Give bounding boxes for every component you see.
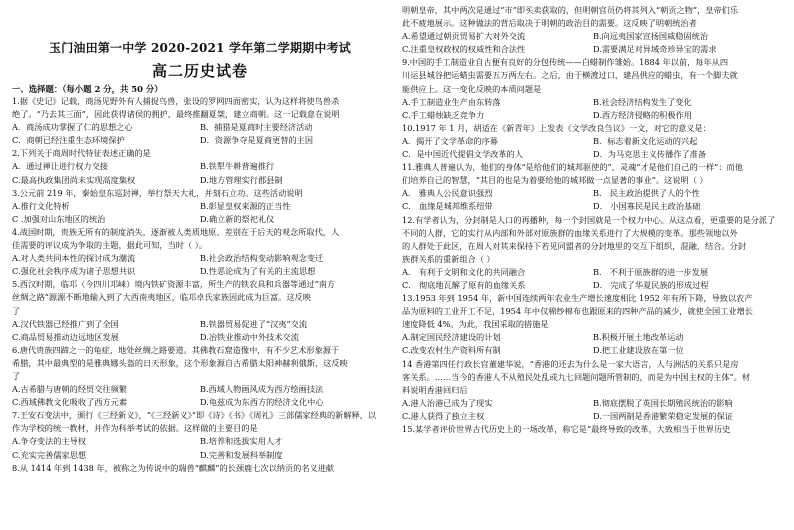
answer-option: B.西域人物画风成为西方绘画技法 <box>200 384 324 395</box>
answer-option: D.需要满足对异域奇珍异宝的需求 <box>593 44 717 55</box>
answer-option: D.完善和发展科举制度 <box>200 449 283 460</box>
answer-options-row <box>402 109 784 122</box>
answer-option: D.西方经济侵略的积极作用 <box>593 109 692 120</box>
answer-options-row <box>12 435 388 448</box>
answer-options-row <box>12 213 388 226</box>
answer-option: A.争夺变法的主导权 <box>12 436 87 447</box>
answer-option: C.最高执政集团尚未实现高度集权 <box>12 174 136 185</box>
answer-option: C .加强对山东地区的统治 <box>12 213 106 224</box>
question-stem: 12.有学者认为，分封制是人口的再播种，每一个封国就是一个权力中心。从这点看，更重要的是分派了 <box>402 214 776 225</box>
answer-option: A.对人类共同本性的探讨成为潮流 <box>12 253 136 264</box>
answer-option: B.社会政治结构变动影响观念变迁 <box>200 253 324 264</box>
answer-option: B． 民主政治提供了人的个性 <box>593 188 700 199</box>
question-stem: 13.1953 年到 1954 年，新中国连续两年农业生产增长速度相比 1952 年有所下降，导致以农产 <box>402 293 753 304</box>
answer-options-row <box>12 200 388 213</box>
answer-option: C.改变农村生产资料所有制 <box>402 345 501 356</box>
answer-option: D.确立新的祭祀礼仪 <box>200 213 275 224</box>
answer-options-row <box>12 160 388 173</box>
answer-option: C． 血缘是城邦维系纽带 <box>402 201 493 212</box>
answer-option: B.积极开展土地改革运动 <box>593 332 684 343</box>
question-text-line: 了 <box>12 370 21 381</box>
question-stem: 6.唐代贵族四蹄之一的龟症，地处丝绸之路要道。其佛教石窟造像中，有不少艺术形象源于 <box>12 344 340 355</box>
question-stem: 15.某学者评价世界古代历史上的一场改革，称它是“最终导致的改革，大致相当于世界历史 <box>402 424 731 434</box>
answer-option: A． 有利于文明和文化的共同融合 <box>402 266 526 277</box>
answer-options-row <box>12 383 388 396</box>
answer-options-row <box>402 135 784 148</box>
answer-options-row <box>12 318 388 331</box>
answer-options-row <box>12 449 388 462</box>
answer-option: D.龟兹成为东西方的经济文化中心 <box>200 397 324 408</box>
answer-option: D．为马克思主义传播作了准备 <box>593 149 707 160</box>
answer-option: C.西域佛教文化吸收了西方元素 <box>12 397 128 408</box>
answer-option: C.手工蜡烛缺乏竞争力 <box>402 109 485 120</box>
question-text-line: 不同的人群，它的实行从内部和外部对原族群的血缘关系进行了大规模的变革。那些领地以外 <box>402 227 738 238</box>
answer-option: D.把工业建设放在第一位 <box>593 345 684 356</box>
answer-option: B． 不利于原族群的进一步发展 <box>593 266 709 277</box>
answer-options-row <box>402 266 784 279</box>
right-questions <box>402 4 784 436</box>
answer-option: B.社会经济结构发生了变化 <box>593 96 692 107</box>
answer-option: C.充实完善儒家思想 <box>12 449 87 460</box>
answer-option: C.注重皇权政权的权威性和合法性 <box>402 44 526 55</box>
answer-options-row <box>12 134 388 147</box>
answer-option: B.铁器贸易促进了“汉夷”交流 <box>200 318 308 329</box>
question-stem: 1.据《史记》记载，商汤见野外有人捕捉鸟兽，张设的罗网四面密实，认为这样将使鸟兽杀 <box>12 96 340 106</box>
answer-options-row <box>12 174 388 187</box>
answer-option: A.港人治港已成为了现实 <box>402 397 493 408</box>
question-text-line: 绝了。“乃去其三面”，因此获得诸侯的拥护，最终推翻夏桀，建立商朝。这一记载意在说明 <box>12 109 340 120</box>
question-text-line: 品为原料的工业开工不足，1954 年中仅棉纱棉布也跟原来的四种产品的减少，就使全国工业增长 <box>402 306 753 317</box>
answer-options-row <box>402 96 784 109</box>
left-column <box>12 4 388 530</box>
answer-option: B．标志着新文化运动的兴起 <box>593 135 698 146</box>
exam-title: 玉门油田第一中学 2020-2021 学年第二学期期中考试 <box>49 41 351 55</box>
answer-options-row <box>402 187 784 200</box>
question-stem: 7.王安石变法中，颁行《三经新义》，“《三经新义》”即《诗》《书》《周礼》三部儒家经典的新解释，以 <box>12 410 377 421</box>
question-text-line: 佳需要的评议成为争取的主题，据此可知，当时（ ）。 <box>12 240 208 251</box>
answer-options-row <box>402 30 784 43</box>
answer-options-row <box>402 43 784 56</box>
answer-options-row <box>12 121 388 134</box>
question-text-line: 作为学校的统一教材，并作为科举考试的依据。这样做的主要目的是 <box>12 423 258 434</box>
answer-option: A.制定国民经济建设的计划 <box>402 332 501 343</box>
answer-option: A.古希腊与唐朝的经贸交往频繁 <box>12 384 127 395</box>
answer-options-row <box>402 148 784 161</box>
answer-option: D.一国两制是香港繁荣稳定发展的保证 <box>593 410 733 421</box>
answer-option: A．商汤成功掌握了仁的思想之心 <box>12 122 133 133</box>
question-text-line: 希腊，其中最典型的是雅典娜头盔的日天形象，这个形象源自古希腊太阳神赫利俄斯，这反映 <box>12 357 348 368</box>
answer-option: B.铁犁牛耕普遍推行 <box>200 161 275 172</box>
answer-options-row <box>12 331 388 344</box>
question-stem: 11.雅典人普遍认为，他们的身体“是给他们的城邦驱使的”，灵魂“才是他们自己的一样”：而他 <box>402 162 743 173</box>
question-text-line: 客关系。……当今的香港人不从殖民处乱或九七回题问题所管制的，而是为中国主权的主体”。材 <box>402 371 751 382</box>
answer-option: D.冶铁业推动中外技术交流 <box>200 331 299 342</box>
answer-option: B.培养和选拔实用人才 <box>200 436 283 447</box>
answer-options-row <box>402 331 784 344</box>
right-column <box>402 4 784 530</box>
answer-option: A.推行文化特析 <box>12 200 70 211</box>
answer-option: A.手工制造业生产由东转落 <box>402 96 501 107</box>
answer-options-row <box>12 252 388 265</box>
question-text-line: 了 <box>12 305 21 316</box>
answer-option: D． 小国寡民是民主政治基础 <box>593 201 701 212</box>
answer-options-row <box>402 279 784 292</box>
answer-option: D．资源争夺是夏商更替的主因 <box>200 135 314 146</box>
left-questions <box>12 95 388 475</box>
answer-option: A.希望通过朝贡贸易扩大对外交流 <box>402 31 526 42</box>
question-stem: 8.从 1414 年到 1438 年，被称之为传说中的瑞兽“麒麟”的长颈鹿七次以纳贡的名义进献 <box>12 462 335 473</box>
question-text-line: 此不疲地展示。这种做法的背后取决于明朝的政治目的需要。这反映了明朝统治者 <box>402 18 697 29</box>
question-stem: 2.下列关于商周时代特征表述正确的是 <box>12 148 151 159</box>
answer-options-row <box>402 344 784 357</box>
answer-option: D.地方管理实行郡县制 <box>200 174 283 185</box>
question-text-line: 明朝皇帝，其中两次是通过“市”即买卖获取的，但明朝官员仍将其列入“朝贡之物”，皇帝们乐 <box>402 5 739 15</box>
answer-option: B.彻底摆脱了英国长期殖民统治的影响 <box>593 397 733 408</box>
section-heading: 一、选择题：（每小题 2 分，共 50 分） <box>12 84 163 94</box>
answer-option: C．是中国近代提倡文学改革的人 <box>402 149 523 160</box>
answer-option: B．捕猎是夏商时主要经济活动 <box>200 122 313 133</box>
question-stem: 5.西汉时期，临邛（今四川邛崃）境内铁矿资源丰富，所生产的铁农具和兵器等通过“南方 <box>12 279 336 290</box>
answer-option: A.汉代铁器已经推广到了全国 <box>12 318 119 329</box>
question-stem: 9.中国的手工制造业自古便有良好的分包传统——白蜡制作雏始。1884 年以前，每年从四 <box>402 57 729 68</box>
answer-option: C.强化社会秩序成为诸子思想共识 <box>12 266 136 277</box>
exam-subtitle: 高二历史试卷 <box>151 62 248 80</box>
answer-options-row <box>402 397 784 410</box>
answer-option: B.向远夷国家宣扬国威稳固统治 <box>593 31 709 42</box>
question-text-line: 速度降低 4%。为此，我国采取的措施是 <box>402 319 549 330</box>
question-text-line: 族群关系的重新组合（ ） <box>402 253 495 264</box>
answer-option: C.港人获得了独立主权 <box>402 410 485 421</box>
answer-option: C.商品贸易推动边远地区发展 <box>12 331 119 342</box>
question-text-line: 川运县城谷把运蜡虫需要五万两左右。之后，由于横渡过口，建昌供应的蜡虫，有一个脚夫就 <box>402 70 738 81</box>
answer-options-row <box>12 396 388 409</box>
question-text-line: 料说明香港回归后 <box>402 384 468 395</box>
answer-options-row <box>402 410 784 423</box>
answer-option: C．商朝已经注重生态环境保护 <box>12 135 125 146</box>
answer-option: A．通过禅让进行权力交接 <box>12 161 108 172</box>
question-text-line: 丝绸之路”源源不断地输入到了大西南夷地区，临邛卓氏家族因此成为巨富。这反映 <box>12 292 311 303</box>
question-stem: 4.战国时期，贵族无所有的制度消失，逐渐被人类质地原、差别在于后天的观念所取代，人 <box>12 226 340 237</box>
question-stem: 14 香港第四任行政长官董建华说，“香港的还去为什么是一家大语言，人与洲活的关系只是房 <box>402 358 739 369</box>
answer-option: D.性恶论成为了有关的主流思想 <box>200 266 316 277</box>
answer-option: D． 完成了华夏民族的形成过程 <box>593 279 709 290</box>
answer-option: A． 雅典人公民意识强烈 <box>402 188 493 199</box>
question-text-line: 能供应上。这一变化反映的本质问题是 <box>402 83 542 94</box>
question-text-line: 们培养自己的智慧，“其目的也是为着要给他的城邦做一点显著的事业”。这说明（ ） <box>402 175 708 186</box>
question-stem: 3.公元前 219 年，秦始皇东巡封禅，举行祭天大礼，并刻石立功。这些活动说明 <box>12 187 303 198</box>
question-text-line: 的人群处于此区，在周人对其来保持下若见同盟者的分封地里的交互下组织，混融、结合。分封 <box>402 240 746 251</box>
question-stem: 10.1917 年 1 月，胡适在《新青年》上发表《文学改良刍议》一文，对它的意义是： <box>402 122 711 133</box>
answer-option: C． 彻底地瓦解了原有的血缘关系 <box>402 279 526 290</box>
answer-option: B.彰显皇权来源的正当性 <box>200 200 291 211</box>
answer-options-row <box>402 200 784 213</box>
answer-option: A．揭开了文学革命的序幕 <box>402 135 498 146</box>
answer-options-row <box>12 265 388 278</box>
